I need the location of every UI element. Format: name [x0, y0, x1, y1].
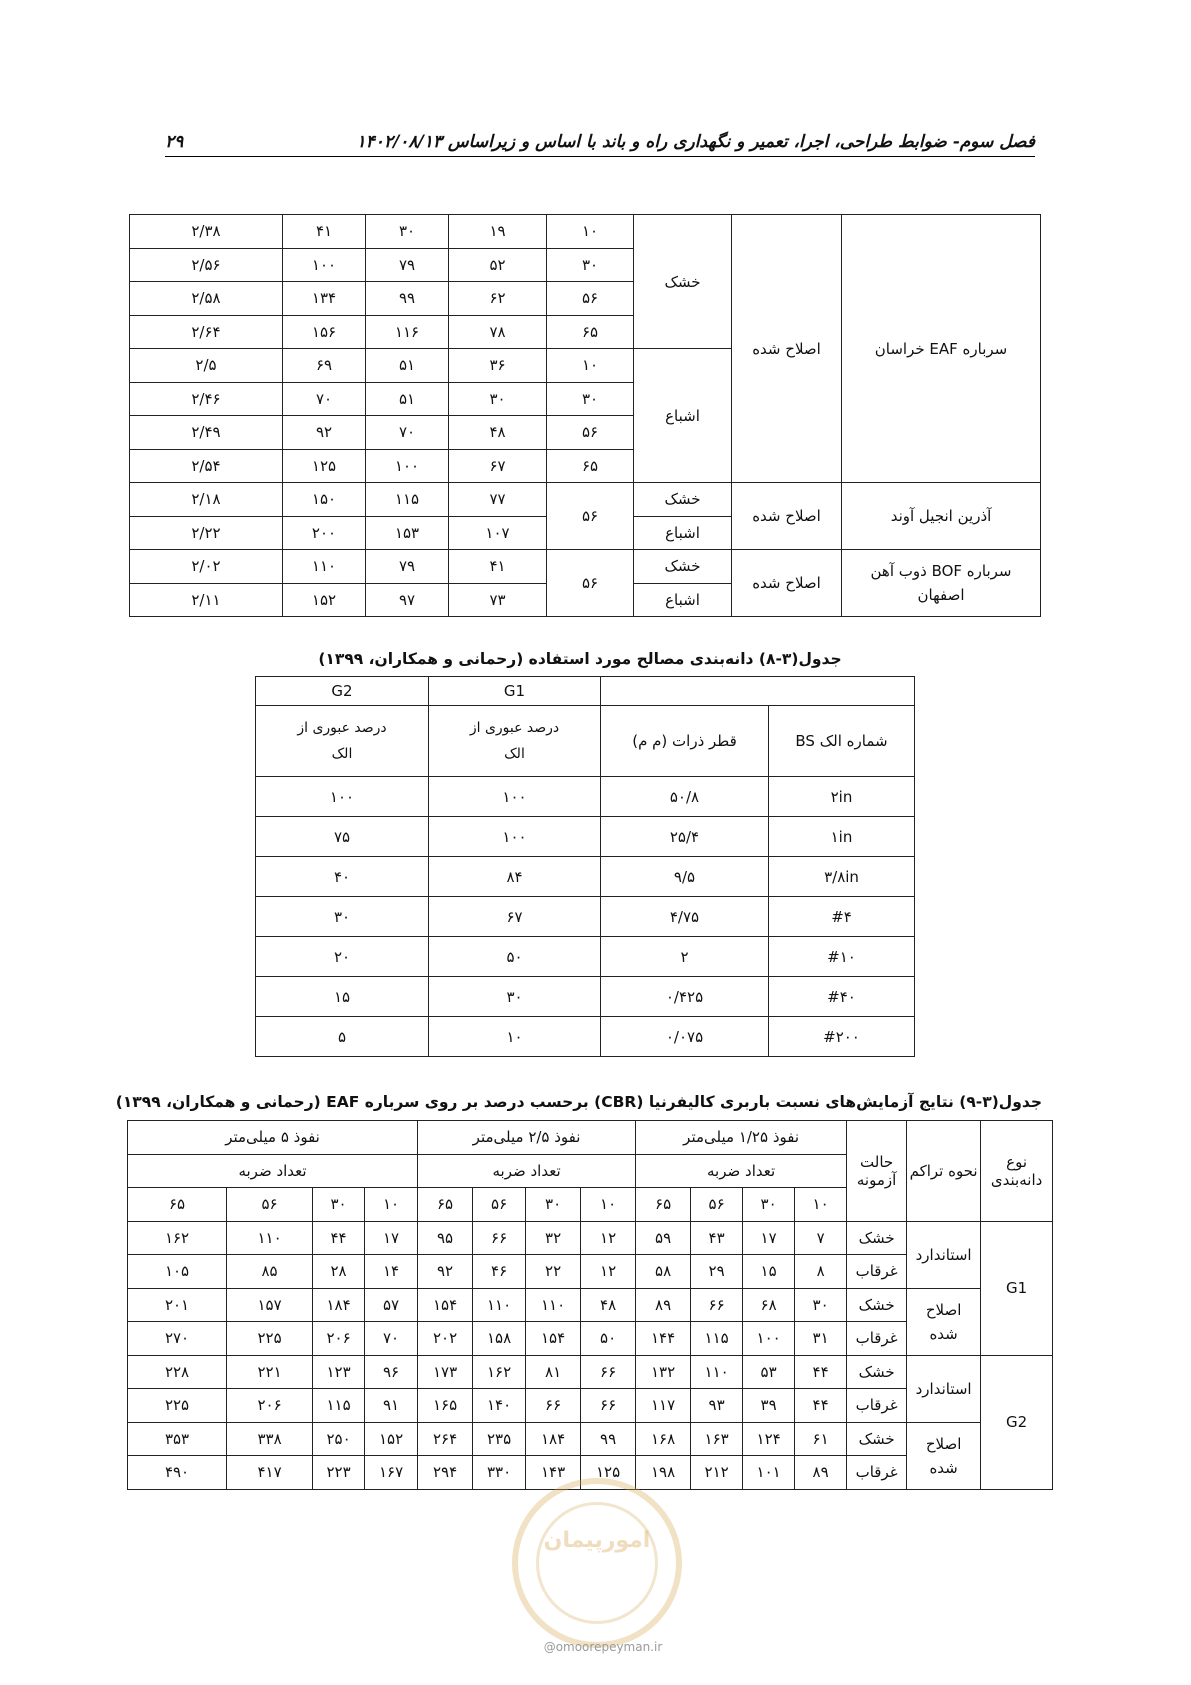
- diameter-cell: ۰/۰۷۵: [601, 1017, 769, 1057]
- blow-count-header: ۳۰: [526, 1188, 581, 1222]
- value-cell: ۲/۳۸: [130, 215, 283, 249]
- value-cell: ۲/۵۸: [130, 282, 283, 316]
- header-grading: نوع دانه‌بندی: [981, 1121, 1053, 1222]
- cbr-value-cell: ۱۲: [581, 1221, 636, 1255]
- table-row: [128, 1355, 1053, 1389]
- state-cell: اشباع: [634, 349, 732, 483]
- cbr-value-cell: ۲۲۱: [227, 1355, 313, 1389]
- cbr-value-cell: ۲۹: [691, 1255, 743, 1289]
- state-cell: خشک: [634, 483, 732, 517]
- watermark-inner-ring: [536, 1502, 658, 1624]
- cbr-value-cell: ۲۳۵: [473, 1422, 526, 1456]
- grading-cell: G2: [981, 1355, 1053, 1489]
- cbr-value-cell: ۴۱۷: [227, 1456, 313, 1490]
- value-cell: ۱۰۰: [366, 449, 449, 483]
- cbr-value-cell: ۶۶: [473, 1221, 526, 1255]
- cbr-value-cell: ۹۹: [581, 1422, 636, 1456]
- cbr-value-cell: ۱۴۰: [473, 1389, 526, 1423]
- cbr-value-cell: ۱۲۴: [743, 1422, 795, 1456]
- cbr-value-cell: ۲۱۲: [691, 1456, 743, 1490]
- g1-pass-cell: ۱۰۰: [429, 777, 601, 817]
- header-state: حالت آزمونه: [847, 1121, 907, 1222]
- cbr-value-cell: ۹۵: [418, 1221, 473, 1255]
- value-cell: ۳۰: [547, 248, 634, 282]
- diameter-cell: ۲۵/۴: [601, 817, 769, 857]
- value-cell: ۶۵: [547, 449, 634, 483]
- blow-count-header: ۵۶: [473, 1188, 526, 1222]
- value-cell: ۹۷: [366, 583, 449, 617]
- cbr-value-cell: ۱۲۵: [581, 1456, 636, 1490]
- header-pass-g2: [256, 706, 429, 777]
- cbr-value-cell: ۴۴: [313, 1221, 365, 1255]
- cbr-value-cell: ۱۶۸: [636, 1422, 691, 1456]
- value-cell: ۳۶: [449, 349, 547, 383]
- cbr-value-cell: ۱۹۸: [636, 1456, 691, 1490]
- table-2-wrapper: [255, 676, 915, 1057]
- compaction-cell-line2: شده: [929, 1458, 958, 1477]
- cbr-value-cell: ۷: [795, 1221, 847, 1255]
- diameter-cell: ۹/۵: [601, 857, 769, 897]
- value-cell: ۱۱۶: [366, 315, 449, 349]
- cbr-value-cell: ۲۰۶: [313, 1322, 365, 1356]
- value-cell: ۳۰: [366, 215, 449, 249]
- state-cell: اشباع: [634, 516, 732, 550]
- sieve-cell: ۳/۸in: [769, 857, 915, 897]
- cbr-table: [127, 1120, 1053, 1490]
- diameter-cell: ۰/۴۲۵: [601, 977, 769, 1017]
- cbr-value-cell: ۱۴: [365, 1255, 418, 1289]
- table-row: [256, 977, 915, 1017]
- value-cell: ۷۷: [449, 483, 547, 517]
- cbr-value-cell: ۱۷: [365, 1221, 418, 1255]
- value-cell: ۲/۵: [130, 349, 283, 383]
- state-cell: خشک: [847, 1288, 907, 1322]
- cbr-value-cell: ۱۶۲: [473, 1355, 526, 1389]
- cbr-value-cell: ۲۲۸: [128, 1355, 227, 1389]
- compaction-cell-line2: شده: [929, 1324, 958, 1343]
- cbr-value-cell: ۵۷: [365, 1288, 418, 1322]
- cbr-value-cell: ۲۲۵: [227, 1322, 313, 1356]
- value-cell: ۲/۲۲: [130, 516, 283, 550]
- value-cell: ۷۹: [366, 550, 449, 584]
- cbr-value-cell: ۲۲: [526, 1255, 581, 1289]
- cbr-value-cell: ۱۵: [743, 1255, 795, 1289]
- header-blows: تعداد ضربه: [128, 1154, 418, 1188]
- cbr-value-cell: ۸۹: [636, 1288, 691, 1322]
- cbr-value-cell: ۳۳۰: [473, 1456, 526, 1490]
- blow-count-header: ۶۵: [418, 1188, 473, 1222]
- cbr-value-cell: ۱۶۲: [128, 1221, 227, 1255]
- blows-cell: ۵۶: [547, 550, 634, 617]
- cbr-value-cell: ۹۱: [365, 1389, 418, 1423]
- sieve-cell: #۴: [769, 897, 915, 937]
- table-1-wrapper: [129, 214, 1041, 617]
- value-cell: ۵۶: [547, 282, 634, 316]
- cbr-value-cell: ۱۵۷: [227, 1288, 313, 1322]
- state-cell: غرقاب: [847, 1389, 907, 1423]
- g2-pass-cell: ۲۰: [256, 937, 429, 977]
- header-g1: G1: [429, 677, 601, 706]
- cbr-value-cell: ۱۲۳: [313, 1355, 365, 1389]
- value-cell: ۱۱۰: [283, 550, 366, 584]
- value-cell: ۲/۵۴: [130, 449, 283, 483]
- cbr-value-cell: ۱۵۴: [418, 1288, 473, 1322]
- cbr-value-cell: ۱۱۰: [691, 1355, 743, 1389]
- value-cell: ۱۵۰: [283, 483, 366, 517]
- cbr-value-cell: ۱۳۲: [636, 1355, 691, 1389]
- cbr-value-cell: ۲۰۱: [128, 1288, 227, 1322]
- cbr-value-cell: ۲۲۵: [128, 1389, 227, 1423]
- table-row: [130, 215, 1041, 249]
- cbr-value-cell: ۱۶۵: [418, 1389, 473, 1423]
- blow-count-header: ۳۰: [743, 1188, 795, 1222]
- table-row: [128, 1422, 1053, 1456]
- cbr-value-cell: ۱۱۰: [227, 1221, 313, 1255]
- material-cell-line1: سرباره BOF ذوب آهن: [870, 562, 1012, 580]
- page-number: ۲۹: [165, 132, 184, 152]
- material-cell: [842, 550, 1041, 617]
- value-cell: ۱۰: [547, 215, 634, 249]
- value-cell: ۲/۱۱: [130, 583, 283, 617]
- cbr-value-cell: ۸۱: [526, 1355, 581, 1389]
- g1-pass-cell: ۱۰۰: [429, 817, 601, 857]
- cbr-value-cell: ۱۸۴: [313, 1288, 365, 1322]
- blow-count-header: ۶۵: [636, 1188, 691, 1222]
- pass-line1: درصد عبوری از: [297, 720, 387, 736]
- cbr-value-cell: ۸: [795, 1255, 847, 1289]
- cbr-value-cell: ۹۲: [418, 1255, 473, 1289]
- watermark-seal: [512, 1478, 682, 1648]
- cbr-value-cell: ۱۵۸: [473, 1322, 526, 1356]
- diameter-cell: ۵۰/۸: [601, 777, 769, 817]
- value-cell: ۲/۰۲: [130, 550, 283, 584]
- table-row: [130, 550, 1041, 584]
- value-cell: ۱۱۵: [366, 483, 449, 517]
- cbr-value-cell: ۳۳۸: [227, 1422, 313, 1456]
- cbr-value-cell: ۱۱۵: [313, 1389, 365, 1423]
- cbr-value-cell: ۳۲: [526, 1221, 581, 1255]
- treatment-cell: اصلاح شده: [732, 550, 842, 617]
- value-cell: ۵۱: [366, 382, 449, 416]
- cbr-value-cell: ۷۰: [365, 1322, 418, 1356]
- header-pass-g1: [429, 706, 601, 777]
- value-cell: ۶۷: [449, 449, 547, 483]
- g2-pass-cell: ۷۵: [256, 817, 429, 857]
- diameter-cell: ۲: [601, 937, 769, 977]
- g2-pass-cell: ۳۰: [256, 897, 429, 937]
- grading-table: [255, 676, 915, 1057]
- table-row: [128, 1221, 1053, 1255]
- material-cell: آذرین انجیل آوند: [842, 483, 1041, 550]
- value-cell: ۳۰: [547, 382, 634, 416]
- state-cell: اشباع: [634, 583, 732, 617]
- cbr-value-cell: ۱۶۷: [365, 1456, 418, 1490]
- value-cell: ۱۳۴: [283, 282, 366, 316]
- state-cell: خشک: [847, 1355, 907, 1389]
- diameter-cell: ۴/۷۵: [601, 897, 769, 937]
- treatment-cell: اصلاح شده: [732, 483, 842, 550]
- cbr-value-cell: ۳۹: [743, 1389, 795, 1423]
- cbr-value-cell: ۶۶: [526, 1389, 581, 1423]
- cbr-value-cell: ۴۶: [473, 1255, 526, 1289]
- cbr-value-cell: ۶۶: [691, 1288, 743, 1322]
- header-diameter: قطر ذرات (م م): [601, 706, 769, 777]
- cbr-value-cell: ۹۳: [691, 1389, 743, 1423]
- sieve-cell: #۱۰: [769, 937, 915, 977]
- blow-count-header: ۱۰: [365, 1188, 418, 1222]
- value-cell: ۲۰۰: [283, 516, 366, 550]
- chapter-title: فصل سوم- ضوابط طراحی، اجرا، تعمیر و نگهداری راه و باند با اساس و زیراساس ۱۴۰۲/۰۸/۱۳: [356, 132, 1035, 152]
- cbr-value-cell: ۸۵: [227, 1255, 313, 1289]
- cbr-value-cell: ۲۰۲: [418, 1322, 473, 1356]
- state-cell: خشک: [847, 1422, 907, 1456]
- cbr-value-cell: ۱۱۰: [473, 1288, 526, 1322]
- compaction-cell: استاندارد: [907, 1355, 981, 1422]
- material-cell: سرباره EAF خراسان: [842, 215, 1041, 483]
- value-cell: ۵۲: [449, 248, 547, 282]
- cbr-value-cell: ۶۸: [743, 1288, 795, 1322]
- blow-count-header: ۱۰: [795, 1188, 847, 1222]
- cbr-value-cell: ۱۶۳: [691, 1422, 743, 1456]
- value-cell: ۴۱: [449, 550, 547, 584]
- cbr-value-cell: ۴۴: [795, 1389, 847, 1423]
- cbr-value-cell: ۵۸: [636, 1255, 691, 1289]
- value-cell: ۳۰: [449, 382, 547, 416]
- value-cell: ۱۰۰: [283, 248, 366, 282]
- value-cell: ۷۰: [283, 382, 366, 416]
- header-compaction: نحوه تراکم: [907, 1121, 981, 1222]
- cbr-value-cell: ۱۰۰: [743, 1322, 795, 1356]
- g1-pass-cell: ۸۴: [429, 857, 601, 897]
- value-cell: ۲/۴۶: [130, 382, 283, 416]
- cbr-value-cell: ۴۹۰: [128, 1456, 227, 1490]
- cbr-value-cell: ۲۶۴: [418, 1422, 473, 1456]
- compaction-cell: [907, 1288, 981, 1355]
- value-cell: ۹۲: [283, 416, 366, 450]
- cbr-value-cell: ۳۵۳: [128, 1422, 227, 1456]
- cbr-value-cell: ۹۶: [365, 1355, 418, 1389]
- cbr-value-cell: ۱۴۴: [636, 1322, 691, 1356]
- value-cell: ۲/۱۸: [130, 483, 283, 517]
- cbr-value-cell: ۱۱۰: [526, 1288, 581, 1322]
- cbr-value-cell: ۱۴۳: [526, 1456, 581, 1490]
- g2-pass-cell: ۱۰۰: [256, 777, 429, 817]
- cbr-value-cell: ۱۰۵: [128, 1255, 227, 1289]
- watermark-text: امورپیمان: [543, 1528, 651, 1553]
- value-cell: ۷۸: [449, 315, 547, 349]
- material-cell-line2: اصفهان: [917, 586, 965, 604]
- watermark-site: @omoorepeyman.ir: [543, 1640, 663, 1654]
- cbr-value-cell: ۲۲۳: [313, 1456, 365, 1490]
- blow-count-header: ۵۶: [227, 1188, 313, 1222]
- g1-pass-cell: ۶۷: [429, 897, 601, 937]
- state-cell: غرقاب: [847, 1322, 907, 1356]
- value-cell: ۱۲۵: [283, 449, 366, 483]
- header-pen-1-25: نفوذ ۱/۲۵ میلی‌متر: [636, 1121, 847, 1155]
- cbr-value-cell: ۴۴: [795, 1355, 847, 1389]
- cbr-value-cell: ۸۹: [795, 1456, 847, 1490]
- cbr-value-cell: ۲۹۴: [418, 1456, 473, 1490]
- header-pen-2-5: نفوذ ۲/۵ میلی‌متر: [418, 1121, 636, 1155]
- cbr-value-cell: ۱۵۴: [526, 1322, 581, 1356]
- pass-line2: الک: [331, 746, 353, 762]
- cbr-value-cell: ۶۶: [581, 1389, 636, 1423]
- cbr-value-cell: ۱۱۵: [691, 1322, 743, 1356]
- value-cell: ۱۵۲: [283, 583, 366, 617]
- sieve-cell: #۲۰۰: [769, 1017, 915, 1057]
- grading-cell: G1: [981, 1221, 1053, 1355]
- value-cell: ۶۵: [547, 315, 634, 349]
- compaction-cell: استاندارد: [907, 1221, 981, 1288]
- header-pen-5: نفوذ ۵ میلی‌متر: [128, 1121, 418, 1155]
- table-row: [256, 777, 915, 817]
- header-blows: تعداد ضربه: [636, 1154, 847, 1188]
- cbr-value-cell: ۱۰۱: [743, 1456, 795, 1490]
- value-cell: ۴۸: [449, 416, 547, 450]
- state-cell: غرقاب: [847, 1255, 907, 1289]
- cbr-value-cell: ۱۷۳: [418, 1355, 473, 1389]
- state-cell: خشک: [847, 1221, 907, 1255]
- value-cell: ۱۰۷: [449, 516, 547, 550]
- g1-pass-cell: ۱۰: [429, 1017, 601, 1057]
- table-row: [256, 1017, 915, 1057]
- blow-count-header: ۳۰: [313, 1188, 365, 1222]
- cbr-value-cell: ۳۰: [795, 1288, 847, 1322]
- state-cell: خشک: [634, 550, 732, 584]
- value-cell: ۵۶: [547, 416, 634, 450]
- sieve-cell: ۱in: [769, 817, 915, 857]
- cbr-value-cell: ۱۱۷: [636, 1389, 691, 1423]
- cbr-value-cell: ۱۷: [743, 1221, 795, 1255]
- g2-pass-cell: ۱۵: [256, 977, 429, 1017]
- cbr-value-cell: ۵۹: [636, 1221, 691, 1255]
- value-cell: ۶۹: [283, 349, 366, 383]
- cbr-value-cell: ۱۸۴: [526, 1422, 581, 1456]
- value-cell: ۹۹: [366, 282, 449, 316]
- cbr-value-cell: ۴۸: [581, 1288, 636, 1322]
- page-header: [165, 132, 1035, 162]
- cbr-value-cell: ۳۱: [795, 1322, 847, 1356]
- pass-line2: الک: [504, 746, 525, 762]
- header-rule: [165, 156, 1035, 157]
- header-g2: G2: [256, 677, 429, 706]
- cbr-value-cell: ۱۵۲: [365, 1422, 418, 1456]
- table-row: [130, 483, 1041, 517]
- pass-line1: درصد عبوری از: [469, 720, 560, 736]
- value-cell: ۷۹: [366, 248, 449, 282]
- cbr-value-cell: ۵۳: [743, 1355, 795, 1389]
- value-cell: ۱۰: [547, 349, 634, 383]
- cbr-value-cell: ۴۳: [691, 1221, 743, 1255]
- density-table: [129, 214, 1041, 617]
- cbr-value-cell: ۲۰۶: [227, 1389, 313, 1423]
- state-cell: خشک: [634, 215, 732, 349]
- header-empty: [601, 677, 915, 706]
- value-cell: ۱۹: [449, 215, 547, 249]
- header-blows: تعداد ضربه: [418, 1154, 636, 1188]
- value-cell: ۲/۶۴: [130, 315, 283, 349]
- g2-pass-cell: ۵: [256, 1017, 429, 1057]
- value-cell: ۷۳: [449, 583, 547, 617]
- value-cell: ۴۱: [283, 215, 366, 249]
- header-sieve: شماره الک BS: [769, 706, 915, 777]
- g1-pass-cell: ۳۰: [429, 977, 601, 1017]
- value-cell: ۲/۵۶: [130, 248, 283, 282]
- value-cell: ۷۰: [366, 416, 449, 450]
- cbr-value-cell: ۱۲: [581, 1255, 636, 1289]
- table-2-caption: جدول(۳-۸) دانه‌بندی مصالح مورد استفاده (رحمانی و همکاران، ۱۳۹۹): [318, 650, 842, 668]
- value-cell: ۵۱: [366, 349, 449, 383]
- value-cell: ۶۲: [449, 282, 547, 316]
- blow-count-header: ۶۵: [128, 1188, 227, 1222]
- sieve-cell: #۴۰: [769, 977, 915, 1017]
- compaction-cell-line1: اصلاح: [925, 1434, 962, 1453]
- treatment-cell: اصلاح شده: [732, 215, 842, 483]
- state-cell: غرقاب: [847, 1456, 907, 1490]
- blows-cell: ۵۶: [547, 483, 634, 550]
- table-row: [256, 857, 915, 897]
- value-cell: ۲/۴۹: [130, 416, 283, 450]
- table-row: [256, 897, 915, 937]
- table-3-caption: جدول(۳-۹) نتایج آزمایش‌های نسبت باربری کالیفرنیا (CBR) برحسب درصد بر روی سرباره EAF (رحمانی و همکاران، ۱۳۹۹): [115, 1093, 1042, 1111]
- compaction-cell-line1: اصلاح: [925, 1300, 962, 1319]
- cbr-value-cell: ۲۸: [313, 1255, 365, 1289]
- cbr-value-cell: ۲۷۰: [128, 1322, 227, 1356]
- sieve-cell: ۲in: [769, 777, 915, 817]
- blow-count-header: ۵۶: [691, 1188, 743, 1222]
- cbr-value-cell: ۲۵۰: [313, 1422, 365, 1456]
- cbr-value-cell: ۶۶: [581, 1355, 636, 1389]
- value-cell: ۱۵۶: [283, 315, 366, 349]
- table-row: [256, 817, 915, 857]
- compaction-cell: [907, 1422, 981, 1489]
- table-row: [128, 1288, 1053, 1322]
- value-cell: ۱۵۳: [366, 516, 449, 550]
- g2-pass-cell: ۴۰: [256, 857, 429, 897]
- g1-pass-cell: ۵۰: [429, 937, 601, 977]
- cbr-value-cell: ۶۱: [795, 1422, 847, 1456]
- blow-count-header: ۱۰: [581, 1188, 636, 1222]
- table-3-wrapper: [127, 1120, 1053, 1490]
- table-row: [256, 937, 915, 977]
- cbr-value-cell: ۵۰: [581, 1322, 636, 1356]
